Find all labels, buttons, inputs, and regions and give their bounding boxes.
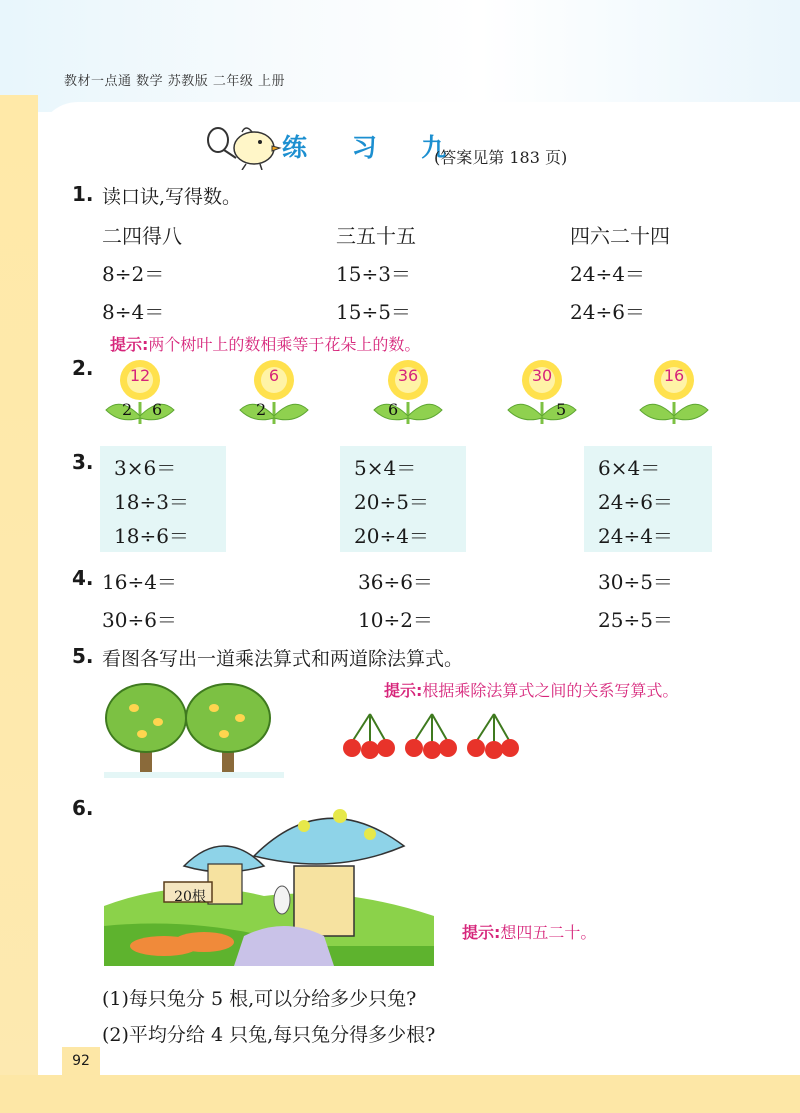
q5-number: 5. <box>72 644 94 668</box>
q1-eq-3b: 24÷6＝ <box>570 300 645 324</box>
flower-2-product: 6 <box>268 366 280 385</box>
flower-4-leaf-right: 5 <box>556 400 567 419</box>
chick-mascot-icon <box>202 120 282 170</box>
answer-reference: (答案见第 183 页) <box>434 148 568 167</box>
q2-number: 2. <box>72 356 94 380</box>
q1-eq-1b: 8÷4＝ <box>102 300 165 324</box>
q4-eq-1a: 16÷4＝ <box>102 570 177 594</box>
q1-eq-3a: 24÷4＝ <box>570 262 645 286</box>
q3-group-2 <box>340 446 466 552</box>
q3-eq-3a: 6×4＝ <box>598 456 661 480</box>
q5-hint-label: 提示: <box>384 681 423 700</box>
bottom-margin-band <box>0 1075 800 1113</box>
q2-hint <box>110 332 420 355</box>
q2-hint-label: 提示: <box>110 335 149 354</box>
book-header: 教材一点通 数学 苏教版 二年级 上册 <box>64 74 286 89</box>
trees-with-birds-illustration <box>104 678 284 778</box>
q4-number: 4. <box>72 566 94 590</box>
flower-1-leaf-right: 6 <box>152 400 163 419</box>
q3-eq-3b: 24÷6＝ <box>598 490 673 514</box>
q4-eq-1b: 30÷6＝ <box>102 608 177 632</box>
q5-hint-text: 根据乘除法算式之间的关系写算式。 <box>422 681 679 700</box>
flower-1-product: 12 <box>129 366 151 385</box>
q3-group-3 <box>584 446 712 552</box>
q1-eq-2b: 15÷5＝ <box>336 300 411 324</box>
q4-eq-3a: 30÷5＝ <box>598 570 673 594</box>
q4-eq-2b: 10÷2＝ <box>358 608 433 632</box>
q6-hint-label: 提示: <box>462 923 501 942</box>
flower-5 <box>634 360 724 430</box>
flower-5-product: 16 <box>663 366 685 385</box>
q3-eq-2a: 5×4＝ <box>354 456 417 480</box>
q5-hint <box>384 678 678 701</box>
q2-hint-text: 两个树叶上的数相乘等于花朵上的数。 <box>148 335 421 354</box>
q6-subquestion-2: (2)平均分给 4 只兔,每只兔分得多少根? <box>102 1024 436 1046</box>
q1-rhyme-1: 二四得八 <box>102 224 182 248</box>
flower-2-leaf-left: 2 <box>256 400 267 419</box>
q1-rhyme-3: 四六二十四 <box>570 224 670 248</box>
q1-eq-1a: 8÷2＝ <box>102 262 165 286</box>
q3-eq-2c: 20÷4＝ <box>354 524 429 548</box>
q3-eq-1b: 18÷3＝ <box>114 490 189 514</box>
flower-4 <box>502 360 592 430</box>
q3-eq-2b: 20÷5＝ <box>354 490 429 514</box>
flower-4-product: 30 <box>531 366 553 385</box>
q3-eq-1c: 18÷6＝ <box>114 524 189 548</box>
top-band <box>0 0 800 112</box>
flower-3-product: 36 <box>397 366 419 385</box>
q3-number: 3. <box>72 450 94 474</box>
q1-number: 1. <box>72 182 94 206</box>
mushroom-house-illustration <box>104 796 434 966</box>
q3-eq-3c: 24÷4＝ <box>598 524 673 548</box>
page-number: 92 <box>62 1047 100 1075</box>
title-area <box>202 120 622 180</box>
q6-subquestion-1: (1)每只兔分 5 根,可以分给多少只兔? <box>102 988 417 1010</box>
exercise-title: 练 习 九 <box>282 133 465 162</box>
q4-eq-3b: 25÷5＝ <box>598 608 673 632</box>
q6-hint <box>462 920 596 943</box>
flower-3 <box>368 360 458 430</box>
left-margin-band <box>0 95 38 1113</box>
q1-rhyme-2: 三五十五 <box>336 224 416 248</box>
flower-3-leaf-left: 6 <box>388 400 399 419</box>
q3-group-1 <box>100 446 226 552</box>
q6-number: 6. <box>72 796 94 820</box>
flower-1 <box>100 360 190 430</box>
q4-eq-2a: 36÷6＝ <box>358 570 433 594</box>
q1-eq-2a: 15÷3＝ <box>336 262 411 286</box>
flower-1-leaf-left: 2 <box>122 400 133 419</box>
q3-eq-1a: 3×6＝ <box>114 456 177 480</box>
carrot-count-sign: 20根 <box>174 889 206 905</box>
q1-instruction: 读口诀,写得数。 <box>102 186 242 208</box>
q6-hint-text: 想四五二十。 <box>500 923 597 942</box>
cherries-illustration <box>340 712 520 762</box>
flower-2 <box>234 360 324 430</box>
q5-instruction: 看图各写出一道乘法算式和两道除法算式。 <box>102 648 464 670</box>
